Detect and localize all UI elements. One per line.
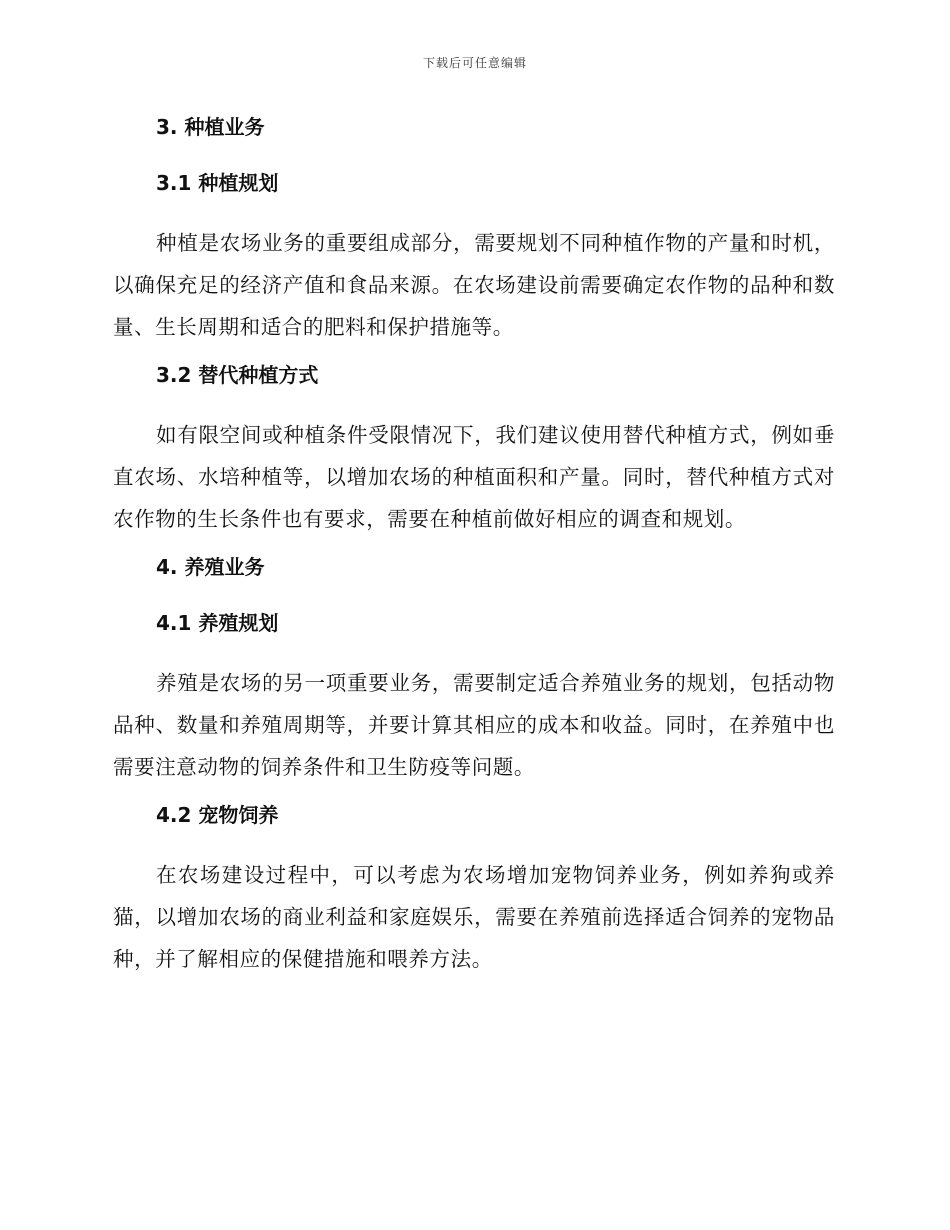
section-heading-4: 4. 养殖业务 xyxy=(156,555,265,579)
paragraph-4-1: 养殖是农场的另一项重要业务，需要制定适合养殖业务的规划，包括动物品种、数量和养殖周期等，并要计算其相应的成本和收益。同时，在养殖中也需要注意动物的饲养条件和卫生防疫等问题。 xyxy=(113,671,835,779)
paragraph-3-2: 如有限空间或种植条件受限情况下，我们建议使用替代种植方式，例如垂直农场、水培种植等，以增加农场的种植面积和产量。同时，替代种植方式对农作物的生长条件也有要求，需要在种植前做好相应的调查和规划。 xyxy=(113,423,835,531)
header-note: 下载后可任意编辑 xyxy=(422,56,527,70)
paragraph-3-1: 种植是农场业务的重要组成部分，需要规划不同种植作物的产量和时机，以确保充足的经济产值和食品来源。在农场建设前需要确定农作物的品种和数量、生长周期和适合的肥料和保护措施等。 xyxy=(113,231,835,339)
subsection-heading-4-1: 4.1 养殖规划 xyxy=(156,611,279,635)
subsection-heading-3-1: 3.1 种植规划 xyxy=(156,171,279,195)
paragraph-4-2: 在农场建设过程中，可以考虑为农场增加宠物饲养业务，例如养狗或养猫，以增加农场的商业利益和家庭娱乐，需要在养殖前选择适合饲养的宠物品种，并了解相应的保健措施和喂养方法。 xyxy=(113,863,835,971)
subsection-heading-4-2: 4.2 宠物饲养 xyxy=(156,803,279,827)
section-heading-3: 3. 种植业务 xyxy=(156,115,265,139)
subsection-heading-3-2: 3.2 替代种植方式 xyxy=(156,363,319,387)
document-body xyxy=(113,110,835,992)
